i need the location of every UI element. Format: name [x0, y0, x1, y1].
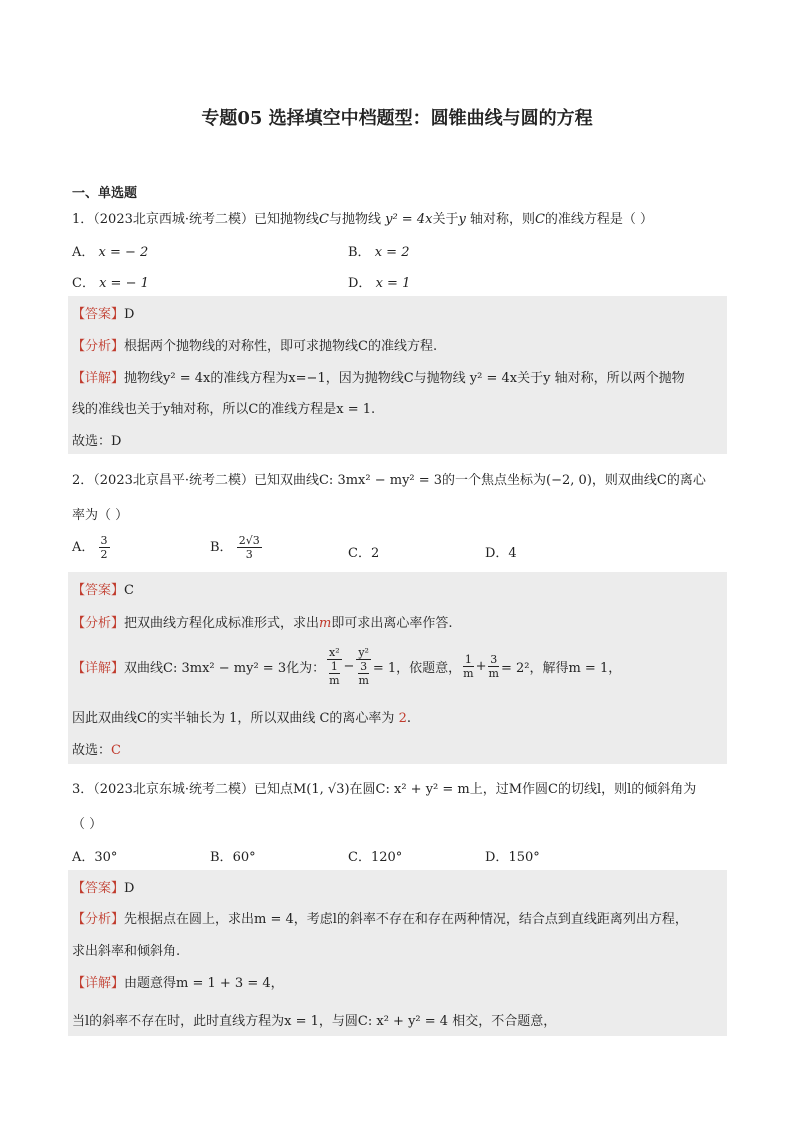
q3-detail-line2: 当l的斜率不存在时，此时直线方程为x = 1，与圆C: x² + y² = 4 相交，不合题意，	[72, 1014, 557, 1029]
q2-option-a: A． $\frac{3}{2}$	[72, 534, 108, 561]
q3-detail-line1: 【详解】由题意得m = 1 + 3 = 4，	[72, 976, 284, 991]
section-heading: 一、单选题	[72, 186, 138, 201]
q1-option-d: D． x = 1	[348, 276, 411, 291]
q2-analysis: 【分析】把双曲线方程化成标准形式，求出m即可求出离心率作答.	[72, 616, 453, 631]
q3-option-d: D．150°	[485, 850, 540, 865]
q1-answer: 【答案】D	[72, 307, 135, 322]
q2-option-d: D．4	[485, 546, 517, 561]
q1-detail-line2: 线的准线也关于y轴对称，所以C的准线方程是x = 1.	[72, 402, 376, 417]
q3-analysis-line2: 求出斜率和倾斜角.	[72, 944, 181, 959]
q3-answer: 【答案】D	[72, 881, 135, 896]
q1-option-b: B． x = 2	[348, 245, 410, 260]
q2-detail: 【详解】 双曲线C: 3mx² − my² = 3化为： $\frac{\text{x²}}{\frac{1}{m}}$ − $\frac{\text{y²}}{\frac{3}{m}}$ = 1，依题意， $\frac{1}{m}$ + $\frac{3}{m}$ = 2²，解得m = 1，	[72, 645, 622, 687]
q1-stem: 1．（2023北京西城·统考二模）已知抛物线C与抛物线 y² = 4x关于y 轴对称，则C的准线方程是（ ）	[72, 212, 654, 227]
q3-analysis-line1: 【分析】先根据点在圆上，求出m = 4，考虑l的斜率不存在和存在两种情况，结合点到直线距离列出方程，	[72, 912, 688, 927]
q3-option-a: A．30°	[72, 850, 118, 865]
q3-stem-line2: （ ）	[72, 817, 103, 832]
q2-stem-line2: 率为（ ）	[72, 508, 129, 523]
q2-choice: 故选：C	[72, 743, 121, 758]
q3-option-c: C．120°	[348, 850, 403, 865]
q1-choice: 故选：D	[72, 434, 122, 449]
q2-conclusion: 因此双曲线C的实半轴长为 1，所以双曲线 C的离心率为 2.	[72, 711, 411, 726]
q3-option-b: B．60°	[210, 850, 256, 865]
q1-detail-line1: 【详解】抛物线y² = 4x的准线方程为x=−1，因为抛物线C与抛物线 y² = 4x关于y 轴对称，所以两个抛物	[72, 371, 685, 386]
q2-option-c: C．2	[348, 546, 380, 561]
q3-stem-line1: 3．（2023北京东城·统考二模）已知点M(1, √3)在圆C: x² + y² = m上，过M作圆C的切线l，则l的倾斜角为	[72, 782, 697, 797]
q2-stem-line1: 2．（2023北京昌平·统考二模）已知双曲线C: 3mx² − my² = 3的一个焦点坐标为(−2, 0)，则双曲线C的离心	[72, 473, 706, 488]
q1-option-a: A． x = − 2	[72, 245, 149, 260]
q1-option-c: C． x = − 1	[72, 276, 149, 291]
q2-answer: 【答案】C	[72, 583, 134, 598]
q2-option-b: B． $\frac{2√3}{3}$	[210, 534, 260, 561]
q1-analysis: 【分析】根据两个抛物线的对称性，即可求抛物线C的准线方程.	[72, 339, 438, 354]
page-title: 专题05 选择填空中档题型：圆锥曲线与圆的方程	[201, 108, 593, 129]
